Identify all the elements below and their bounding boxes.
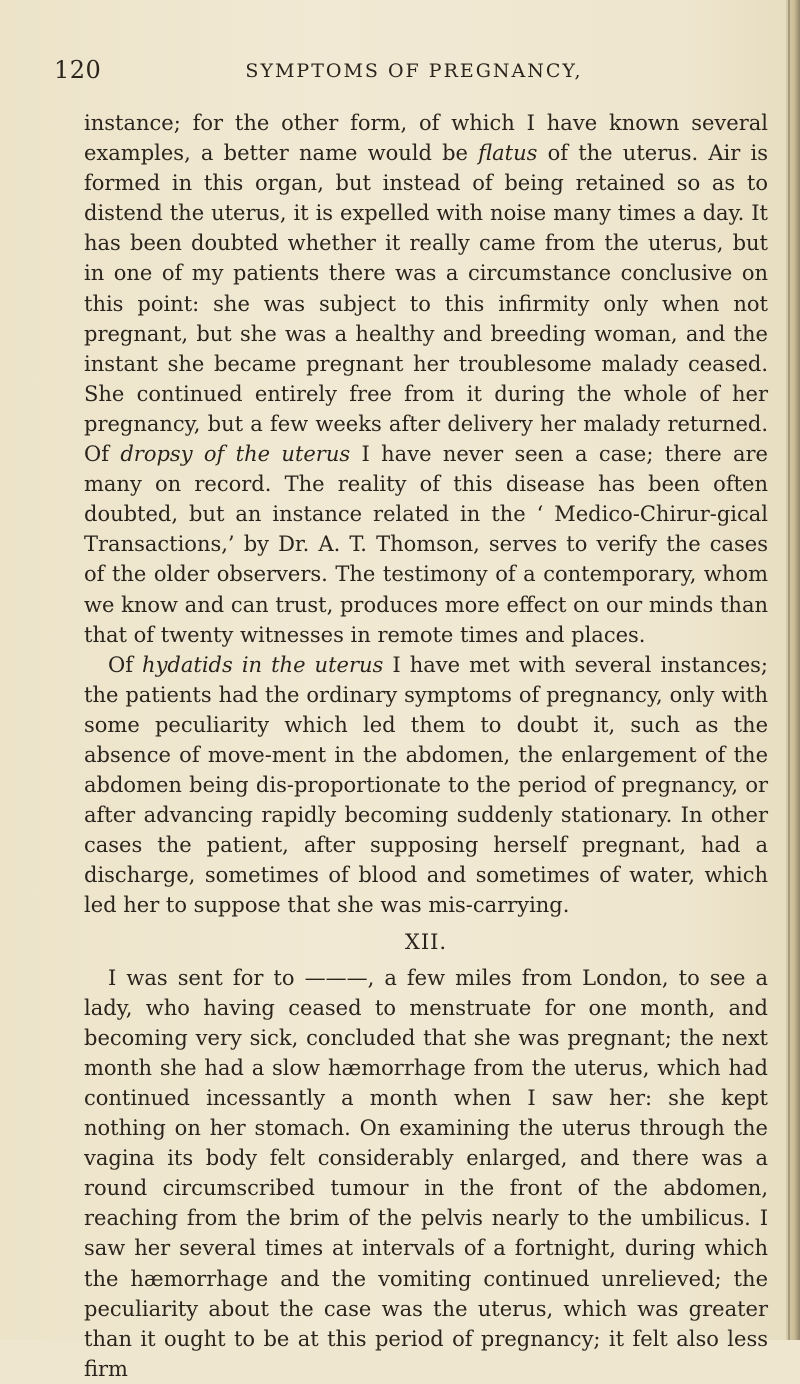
- text-run: I have met with several instances; the patients had the ordinary symptoms of pregnancy, only with some peculiarity which led them to doubt it, such as the absence of move-ment in the abdomen, the enlargement of the abdomen being dis-proportionate to the period of pregnancy, or after advancing rapidly becoming suddenly stationary. In other cases the patient, after supposing herself pregnant, had a discharge, sometimes of blood and sometimes of water, which led her to suppose that she was mis-carrying.: [84, 652, 768, 918]
- italic-run: hydatids in the uterus: [142, 652, 384, 677]
- section-heading: XII.: [404, 929, 448, 954]
- text-run: instance; for the other form, of which I have known several examples, a better name would be: [84, 111, 768, 166]
- paragraph-3: [84, 963, 768, 1384]
- running-title: SYMPTOMS OF PREGNANCY,: [245, 60, 583, 82]
- paragraph-1: [84, 108, 768, 650]
- italic-run: dropsy of the uterus: [120, 442, 351, 467]
- text-run: Of: [108, 652, 143, 677]
- page-header: [54, 56, 774, 88]
- page-number: 120: [54, 56, 102, 84]
- text-run: of the uterus. Air is formed in this organ, but instead of being retained so as to distend the uterus, it is expelled with noise many times a day. It has been doubted whether it really came from the uterus, but in one of my patients there was a circumstance conclusive on this point: she was subject to this infirmity only when not pregnant, but she was a healthy and breeding woman, and the instant she became pregnant her troublesome malady ceased. She continued entirely free from it during the whole of her pregnancy, but a few weeks after delivery her malady returned. Of: [84, 141, 768, 467]
- paragraph-2: [84, 650, 768, 921]
- text-run: I have never seen a case; there are many on record. The reality of this disease has been often doubted, but an instance related in the ‘ Medico-Chirur-gical Transactions,’ by Dr. A. T. Thomson, serves to verify the cases of the older observers. The testimony of a contemporary, whom we know and can trust, produces more effect on our minds than that of twenty witnesses in remote times and places.: [84, 442, 768, 647]
- page-edge-line: [788, 0, 790, 1340]
- page-body: [84, 108, 768, 1384]
- italic-run: flatus: [478, 141, 538, 166]
- text-run: I was sent for to ———, a few miles from London, to see a lady, who having ceased to menstruate for one month, and becoming very sick, concluded that she was pregnant; the next month she had a slow hæmorrhage from the uterus, which had continued incessantly a month when I saw her: she kept nothing on her stomach. On examining the uterus through the vagina its body felt considerably enlarged, and there was a round circumscribed tumour in the front of the abdomen, reaching from the brim of the pelvis nearly to the umbilicus. I saw her several times at intervals of a fortnight, during which the hæmorrhage and the vomiting continued unrelieved; the peculiarity about the case was the uterus, which was greater than it ought to be at this period of pregnancy; it felt also less firm: [84, 965, 768, 1381]
